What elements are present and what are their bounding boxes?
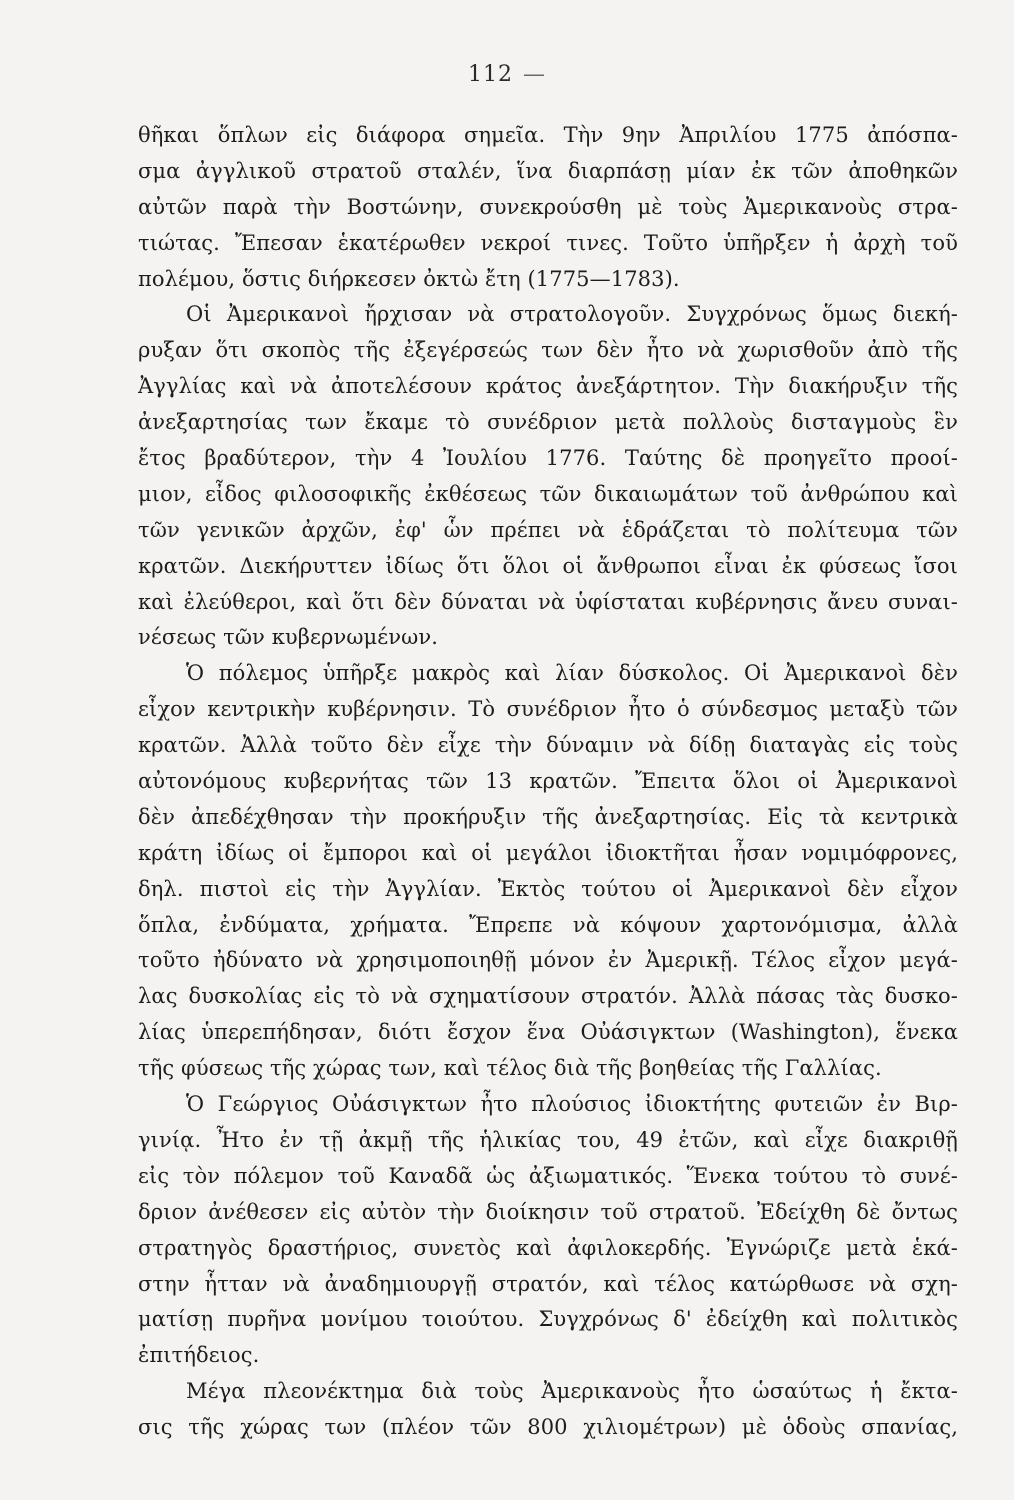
text-line: στην ἧτταν νὰ ἀναδημιουργῇ στρατόν, καὶ τέλος κατώρθωσε νὰ σχη-: [138, 1271, 958, 1296]
text-line: ἀνεξαρτησίας των ἔκαμε τὸ συνέδριον μετὰ πολλοὺς δισταγμοὺς ἓν: [138, 410, 958, 435]
text-line: εἰς τὸν πόλεμον τοῦ Καναδᾶ ὡς ἀξιωματικός. Ἕνεκα τούτου τὸ συνέ-: [138, 1163, 958, 1188]
text-line: γινίᾳ. Ἦτο ἐν τῇ ἀκμῇ τῆς ἡλικίας του, 49 ἐτῶν, καὶ εἶχε διακριθῇ: [138, 1127, 958, 1152]
text-line: Ἀγγλίας καὶ νὰ ἀποτελέσουν κράτος ἀνεξάρτητον. Τὴν διακήρυξιν τῆς: [138, 374, 958, 399]
text-line: πολέμου, ὅστις διήρκεσεν ὀκτὼ ἔτη (1775—1783).: [138, 266, 680, 291]
text-line: κρατῶν. Διεκήρυττεν ἰδίως ὅτι ὅλοι οἱ ἄνθρωποι εἶναι ἐκ φύσεως ἴσοι: [138, 553, 958, 578]
text-line: λας δυσκολίας εἰς τὸ νὰ σχηματίσουν στρατόν. Ἀλλὰ πάσας τὰς δυσκο-: [138, 984, 958, 1009]
text-line: τῆς φύσεως τῆς χώρας των, καὶ τέλος διὰ τῆς βοηθείας τῆς Γαλλίας.: [138, 1056, 882, 1081]
text-line: δὲν ἀπεδέχθησαν τὴν προκήρυξιν τῆς ἀνεξαρτησίας. Εἰς τὰ κεντρικὰ: [138, 804, 958, 829]
text-line: τῶν γενικῶν ἀρχῶν, ἐφ' ὧν πρέπει νὰ ἑδράζεται τὸ πολίτευμα τῶν: [138, 517, 958, 542]
text-line: κράτη ἰδίως οἱ ἔμποροι καὶ οἱ μεγάλοι ἰδιοκτῆται ἦσαν νομιμόφρονες,: [138, 840, 958, 865]
text-line: κρατῶν. Ἀλλὰ τοῦτο δὲν εἶχε τὴν δύναμιν νὰ δίδῃ διαταγὰς εἰς τοὺς: [138, 733, 958, 758]
text-line: δριον ἀνέθεσεν εἰς αὐτὸν τὴν διοίκησιν τοῦ στρατοῦ. Ἐδείχθη δὲ ὄντως: [138, 1199, 958, 1224]
text-line: Ὁ Γεώργιος Οὐάσιγκτων ἦτο πλούσιος ἰδιοκτήτης φυτειῶν ἐν Βιρ-: [186, 1092, 958, 1117]
text-line: Μέγα πλεονέκτημα διὰ τοὺς Ἀμερικανοὺς ἦτο ὡσαύτως ἡ ἔκτα-: [186, 1379, 958, 1404]
page-number-value: 112: [468, 62, 513, 87]
text-line: νέσεως τῶν κυβερνωμένων.: [138, 625, 439, 650]
text-line: αὐτῶν παρὰ τὴν Βοστώνην, συνεκρούσθη μὲ τοὺς Ἀμερικανοὺς στρα-: [138, 194, 958, 219]
text-line: σις τῆς χώρας των (πλέον τῶν 800 χιλιομέτρων) μὲ ὁδοὺς σπανίας,: [138, 1415, 958, 1440]
text-line: σμα ἀγγλικοῦ στρατοῦ σταλέν, ἵνα διαρπάσῃ μίαν ἐκ τῶν ἀποθηκῶν: [138, 158, 958, 183]
text-line: καὶ ἐλεύθεροι, καὶ ὅτι δὲν δύναται νὰ ὑφίσταται κυβέρνησις ἄνευ συναι-: [138, 589, 958, 614]
text-line: τοῦτο ἠδύνατο νὰ χρησιμοποιηθῇ μόνον ἐν Ἀμερικῇ. Τέλος εἶχον μεγά-: [138, 948, 958, 973]
text-line: θῆκαι ὅπλων εἰς διάφορα σημεῖα. Τὴν 9ην Ἀπριλίου 1775 ἀπόσπα-: [138, 123, 958, 147]
text-line: λίας ὑπερεπήδησαν, διότι ἔσχον ἕνα Οὐάσιγκτων (Washington), ἕνεκα: [138, 1020, 958, 1045]
text-line: στρατηγὸς δραστήριος, συνετὸς καὶ ἀφιλοκερδής. Ἐγνώριζε μετὰ ἑκά-: [138, 1235, 958, 1260]
text-line: δηλ. πιστοὶ εἰς τὴν Ἀγγλίαν. Ἐκτὸς τούτου οἱ Ἀμερικανοὶ δὲν εἶχον: [138, 876, 958, 901]
text-line: Οἱ Ἀμερικανοὶ ἤρχισαν νὰ στρατολογοῦν. Συγχρόνως ὅμως διεκή-: [186, 302, 958, 327]
text-line: ἐπιτήδειος.: [138, 1343, 260, 1368]
text-line: Ὁ πόλεμος ὑπῆρξε μακρὸς καὶ λίαν δύσκολος. Οἱ Ἀμερικανοὶ δὲν: [186, 661, 958, 686]
text-line: τιώτας. Ἔπεσαν ἑκατέρωθεν νεκροί τινες. Τοῦτο ὑπῆρξεν ἡ ἀρχὴ τοῦ: [138, 230, 958, 255]
text-line: ὅπλα, ἐνδύματα, χρήματα. Ἔπρεπε νὰ κόψουν χαρτονόμισμα, ἀλλὰ: [138, 912, 958, 937]
text-line: αὐτονόμους κυβερνήτας τῶν 13 κρατῶν. Ἔπειτα ὅλοι οἱ Ἀμερικανοὶ: [138, 769, 958, 794]
body-text: [138, 118, 958, 1446]
text-line: ἔτος βραδύτερον, τὴν 4 Ἰουλίου 1776. Ταύτης δὲ προηγεῖτο προοί-: [138, 446, 958, 471]
text-line: εἶχον κεντρικὴν κυβέρνησιν. Τὸ συνέδριον ἦτο ὁ σύνδεσμος μεταξὺ τῶν: [138, 697, 958, 722]
page-number: [0, 62, 1014, 87]
text-line: ρυξαν ὅτι σκοπὸς τῆς ἐξεγέρσεώς των δὲν ἦτο νὰ χωρισθοῦν ἀπὸ τῆς: [138, 338, 958, 363]
page-number-dash: —: [523, 62, 546, 87]
text-line: μιον, εἶδος φιλοσοφικῆς ἐκθέσεως τῶν δικαιωμάτων τοῦ ἀνθρώπου καὶ: [138, 481, 958, 506]
text-line: ματίσῃ πυρῆνα μονίμου τοιούτου. Συγχρόνως δ' ἐδείχθη καὶ πολιτικὸς: [138, 1307, 958, 1332]
